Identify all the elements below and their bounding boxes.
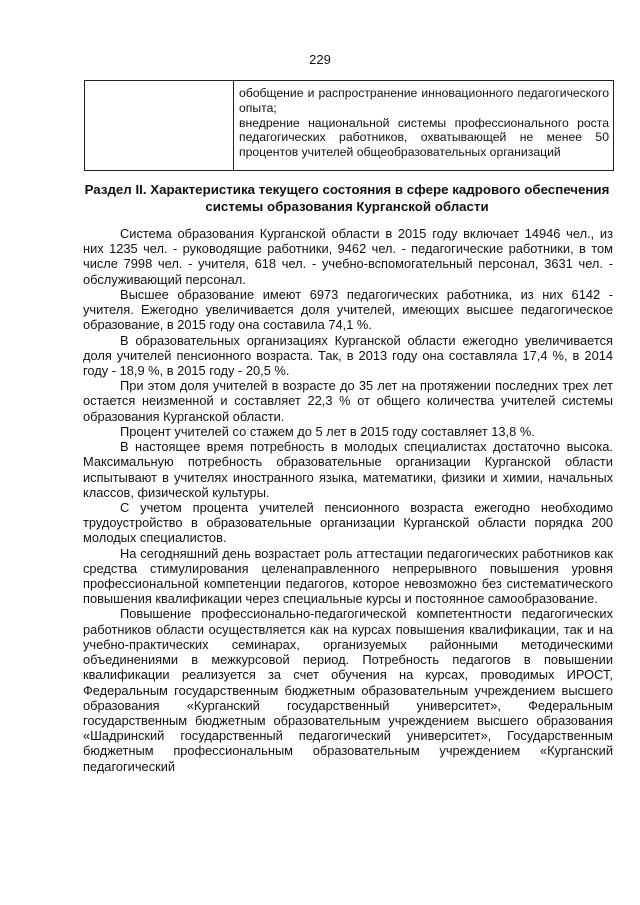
continuation-table [84, 80, 614, 171]
paragraph: С учетом процента учителей пенсионного возраста ежегодно необходимо трудоустройство в образовательные организации Курганской области порядка 200 молодых специалистов. [83, 499, 613, 546]
table-cell-right [234, 81, 613, 170]
paragraph: Процент учителей со стажем до 5 лет в 2015 году составляет 13,8 %. [120, 423, 535, 439]
table-cell-line: обобщение и распространение инновационного педагогического опыта; [239, 86, 609, 115]
paragraph: Повышение профессионально-педагогической компетентности педагогических работников области осуществляется как на курсах повышения квалификации, так и на учебно-практических семинарах, организуемых районными методическими объединениями в межкурсовой период. Потребность педагогов в повышении квалификации реализуется за счет обучения на курсах, проводимых ИРОСТ, Федеральным государственным бюджетным образовательным учреждением высшего образования «Курганский государственный университет», Федеральным государственным бюджетным образовательным учреждением высшего образования «Шадринский государственный педагогический университет», Государственным бюджетным профессиональным образовательным учреждением «Курганский педагогический [83, 606, 613, 774]
paragraph: На сегодняшний день возрастает роль аттестации педагогических работников как средства стимулирования целенаправленного непрерывного повышения уровня профессиональной компетенции педагогов, которое невозможно без систематического повышения квалификации через специальные курсы и постоянное самообразование. [83, 545, 613, 607]
paragraph: Система образования Курганской области в 2015 году включает 14946 чел., из них 1235 чел. - руководящие работники, 9462 чел. - педагогические работники, в том числе 7998 чел. - учителя, 618 чел. - учебно-вспомогательный персонал, 3631 чел. - обслуживающий персонал. [83, 226, 613, 287]
paragraph: Высшее образование имеют 6973 педагогических работника, из них 6142 - учителя. Ежегодно увеличивается доля учителей, имеющих высшее педагогическое образование, в 2015 году она составила 74,1 %. [83, 286, 613, 333]
body-text [83, 226, 613, 774]
table-cell-line: внедрение национальной системы профессионального роста педагогических работников, охватывающей не менее 50 процентов учителей общеобразовательных организаций [239, 115, 609, 160]
paragraph: В образовательных организациях Курганской области ежегодно увеличивается доля учителей пенсионного возраста. Так, в 2013 году она составляла 17,4 %, в 2014 году - 18,9 %, в 2015 году - 20,5 %. [83, 332, 613, 378]
page-number: 229 [309, 52, 331, 67]
table-cell-left [85, 81, 234, 170]
paragraph: При этом доля учителей в возрасте до 35 лет на протяжении последних трех лет остается неизменной и составляет 22,3 % от общего количества учителей системы образования Курганской области. [83, 378, 613, 424]
section-heading: Раздел II. Характеристика текущего состояния в сфере кадрового обеспечения системы образования Курганской области [84, 182, 610, 214]
paragraph: В настоящее время потребность в молодых специалистах достаточно высока. Максимальную потребность образовательные организации Курганской области испытывают в учителях иностранного языка, математики, физики и химии, начальных классов, физической культуры. [83, 439, 613, 500]
